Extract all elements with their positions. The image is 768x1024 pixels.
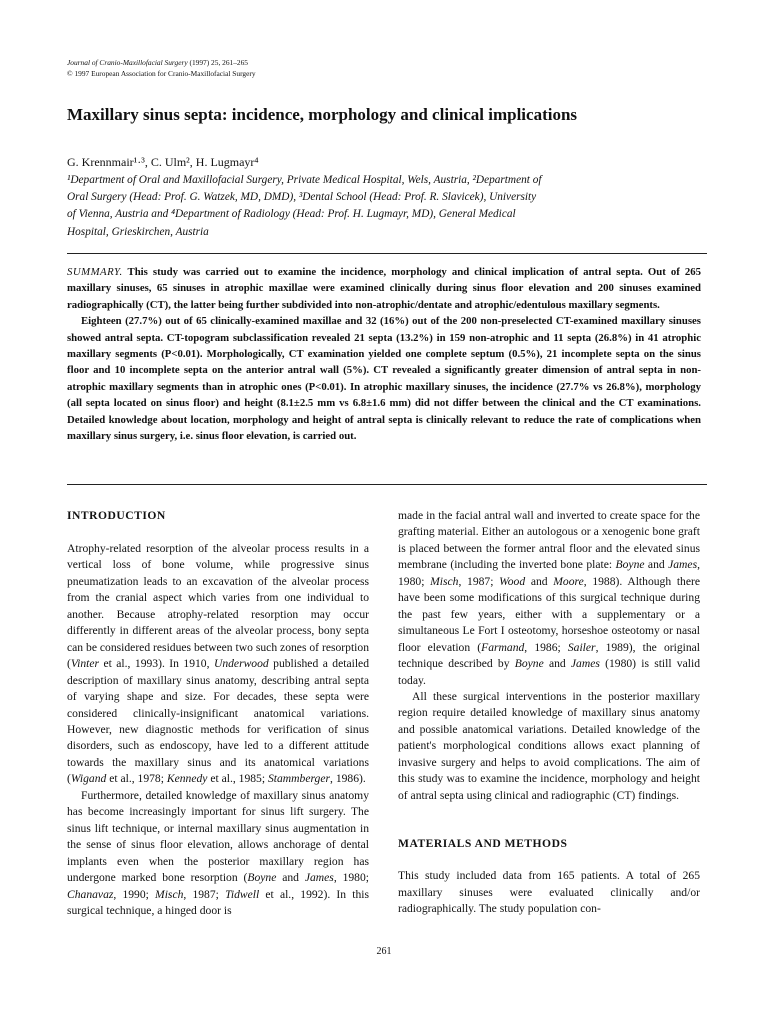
author-list: G. Krennmair¹·³, C. Ulm², H. Lugmayr⁴	[67, 155, 259, 169]
affiliation-line: Hospital, Grieskirchen, Austria	[67, 225, 209, 238]
citation-author: Underwood	[213, 657, 269, 671]
body-text: , 1986).	[330, 772, 366, 786]
citation-author: Boyne	[514, 657, 544, 671]
body-text: , 1990;	[113, 887, 156, 901]
body-text: , 1987;	[458, 574, 500, 588]
body-text: and	[276, 871, 305, 885]
section-heading-introduction: INTRODUCTION	[67, 509, 166, 522]
body-text: , 1980;	[398, 558, 700, 588]
journal-name: Journal of Cranio-Maxillofacial Surgery	[67, 58, 188, 67]
summary-bottom-rule	[67, 484, 707, 485]
page-number: 261	[376, 946, 392, 957]
body-text: , 1986;	[524, 640, 568, 654]
body-text: , 1987;	[183, 887, 226, 901]
citation-author: Misch	[155, 887, 184, 901]
body-text: and	[525, 574, 554, 588]
body-paragraph	[67, 541, 369, 788]
citation-author: Kennedy	[166, 772, 208, 786]
affiliation-line: of Vienna, Austria and ⁴Department of Radiology (Head: Prof. H. Lugmayr, MD), General Medical	[67, 208, 516, 221]
affiliation-line: ¹Department of Oral and Maxillofacial Surgery, Private Medical Hospital, Wels, Austria, ²Department of	[67, 174, 542, 186]
body-paragraph	[398, 868, 700, 917]
journal-volume: (1997) 25, 261–265	[189, 58, 249, 67]
summary-top-rule	[67, 253, 707, 254]
body-text: , 1989), the original technique described by	[398, 640, 701, 671]
citation-author: James	[570, 657, 600, 671]
right-column	[398, 508, 700, 918]
paper-title: Maxillary sinus septa: incidence, morphology and clinical implications	[67, 105, 578, 124]
citation-author: Wood	[499, 574, 526, 588]
citation-author: James	[668, 558, 698, 572]
section-heading-methods: MATERIALS AND METHODS	[398, 837, 568, 851]
body-text: et al., 1985;	[207, 772, 268, 786]
body-paragraph	[398, 508, 700, 689]
body-text: and	[644, 558, 669, 572]
body-text: Atrophy-related resorption of the alveolar process results in a vertical loss of bone volume, while progressive sinus pneumatization leads to an excavation of the alveolar process from the cranial aspect which varies from one individual to another. Because atrophy-related resorption may occur differently in different areas of the alveolar process, bony septa can be considered residues between two such zones of resorption (	[67, 542, 369, 671]
summary-label: SUMMARY.	[67, 266, 123, 278]
body-text: All these surgical interventions in the posterior maxillary region require detailed knowledge of maxillary sinus anatomy and possible anatomical variations. Detailed knowledge of the patient's morphological conditions allows exact planning of invasive surgery and helps to avoid complications. The aim of this study was to examine the incidence, morphology and height of antral septa using clinical and radiographic (CT) findings.	[398, 689, 700, 802]
citation-author: Sailer	[567, 640, 596, 654]
citation-author: Moore	[553, 574, 584, 588]
body-text: et al., 1992). In this surgical technique, a hinged door is	[67, 887, 369, 917]
citation-author: Boyne	[615, 558, 645, 572]
citation-author: Boyne	[247, 871, 277, 885]
citation-author: Chanavaz	[67, 887, 114, 901]
citation-author: James	[304, 871, 334, 885]
citation-author: Misch	[430, 574, 459, 588]
body-text: published a detailed description of maxillary sinus anatomy, describing antral septa of varying shape and size. For decades, these septa were considered clinically-insignificant anatomical variations. However, new diagnostic methods for verification of sinus disorders, such as endoscopy, have led to a different attitude towards the maxillary sinus and its anatomical variations (	[67, 657, 369, 786]
body-text: , 1988). Although there have been some modifications of this surgical technique during the past few years, either with a supplementary or a simultaneous Le Fort I osteotomy, horseshoe osteotomy or nasal floor elevation (	[398, 574, 700, 654]
body-text: Furthermore, detailed knowledge of maxillary sinus anatomy has become increasingly important for sinus lift surgery. The sinus lift technique, or internal maxillary sinus augmentation in the sense of sinus floor elevation, allows anchorage of dental implants even when the posterior maxillary region has undergone marked bone resorption (	[67, 788, 369, 885]
citation-author: Farmand	[481, 640, 525, 654]
journal-header	[67, 57, 256, 79]
body-paragraph	[398, 689, 700, 804]
summary-paragraph	[67, 264, 701, 313]
summary-paragraph: Eighteen (27.7%) out of 65 clinically-examined maxillae and 32 (16%) out of the 200 non-preselected CT-examined maxillary sinuses showed antral septa. CT-topogram subclassification revealed 21 septa (13.2%) in 159 non-atrophic and 11 septa (26.8%) in 41 atrophic maxillary segments (P<0.01). Morphologically, CT examination yielded one complete septum (0.5%), 21 incomplete septa on the sinus floor and 10 incomplete septa on the anterior antral wall (5%). CT revealed a significantly greater dimension of antral septa in non-atrophic maxillary segments than in atrophic ones (P<0.01). In atrophic maxillary sinuses, the incidence (27.7% vs 26.8%), morphology (all septa located on sinus floor) and height (8.1±2.5 mm vs 6.8±1.6 mm) did not differ between the clinical and the CT examinations. Detailed knowledge about location, morphology and height of antral septa is clinically relevant to reduce the rate of complications when maxillary sinus surgery, i.e. sinus floor elevation, is carried out.	[67, 315, 701, 443]
citation-author: Wigand	[70, 772, 107, 786]
body-text: , 1980;	[333, 871, 369, 885]
body-text: and	[543, 657, 571, 671]
affiliations	[67, 172, 707, 241]
citation-author: Tidwell	[225, 887, 260, 901]
journal-copyright: © 1997 European Association for Cranio-Maxillofacial Surgery	[67, 69, 256, 78]
citation-author: Vinter	[70, 657, 99, 671]
affiliation-line: Oral Surgery (Head: Prof. G. Watzek, MD, DMD), ³Dental School (Head: Prof. R. Slavicek), University	[67, 191, 537, 204]
citation-author: Stammberger	[267, 772, 331, 786]
summary-text: This study was carried out to examine the incidence, morphology and clinical implication of antral septa. Out of 265 maxillary sinuses, 65 sinuses in atrophic maxillae were examined clinically during sinus floor elevation and 200 sinuses examined radiographically (CT), the latter being further subdivided into non-atrophic/dentate and atrophic/edentulous maxillary segments.	[67, 266, 701, 311]
body-text: made in the facial antral wall and inverted to create space for the grafting material. Either an autologous or a xenogenic bone graft is placed between the former antral floor and the elevated sinus membrane (including the inverted bone plate:	[398, 509, 700, 572]
body-text: This study included data from 165 patients. A total of 265 maxillary sinuses were evaluated clinically and/or radiographically. The study population con-	[398, 869, 700, 916]
left-column	[67, 508, 369, 919]
body-text: et al., 1978;	[106, 772, 167, 786]
summary-block	[67, 264, 701, 444]
body-text: (1980) is still valid today.	[398, 657, 700, 687]
body-text: et al., 1993). In 1910,	[99, 657, 214, 671]
body-paragraph	[67, 788, 369, 920]
